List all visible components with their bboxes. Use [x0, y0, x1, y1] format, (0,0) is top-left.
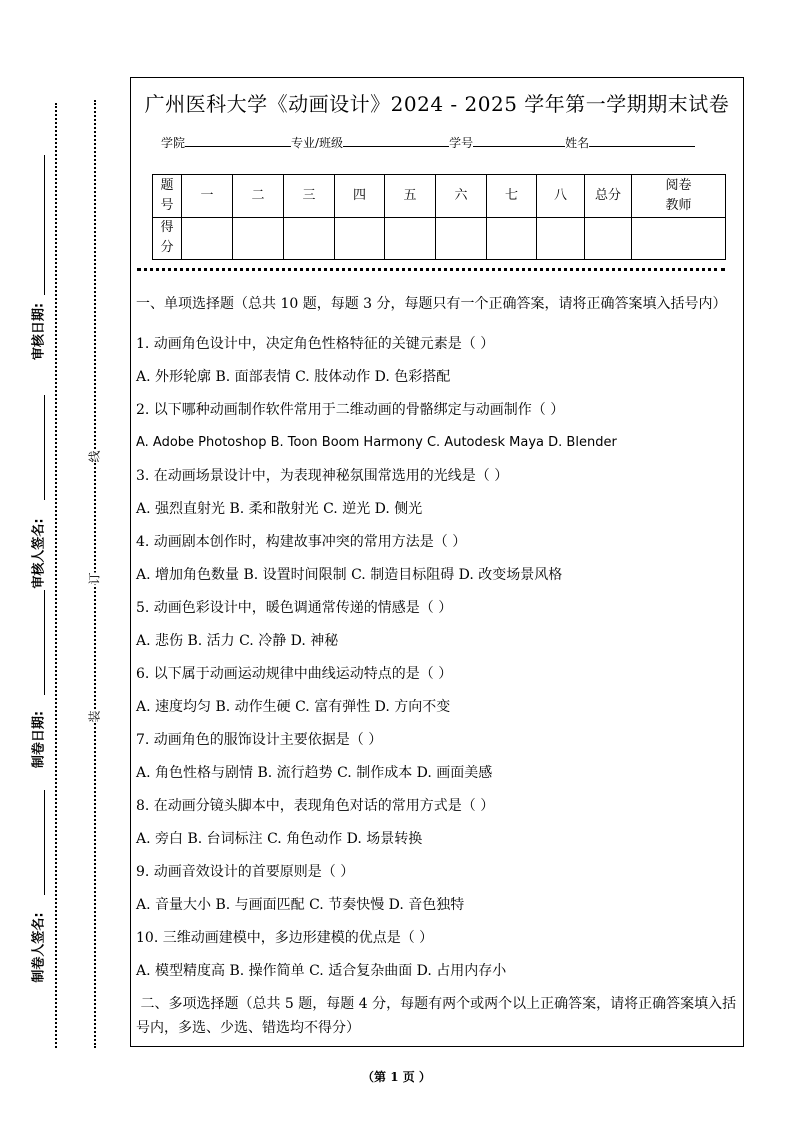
question-7: 7. 动画角色的服饰设计主要依据是（ ） — [136, 732, 383, 748]
score-table — [152, 174, 726, 260]
reviewer-signature-label: 审核人签名: — [31, 518, 47, 589]
row-label-question-no: 题号 — [153, 175, 182, 218]
col-header: 六 — [436, 175, 487, 218]
major-class-blank[interactable] — [343, 134, 449, 147]
score-cell[interactable] — [537, 217, 585, 260]
question-2: 2. 以下哪种动画制作软件常用于二维动画的骨骼绑定与动画制作（ ） — [136, 402, 565, 418]
exam-title: 广州医科大学《动画设计》2024 - 2025 学年第一学期期末试卷 — [144, 92, 730, 116]
paper-maker-signature-label: 制卷人签名: — [31, 912, 47, 983]
col-header: 二 — [233, 175, 284, 218]
paper-date-label: 制卷日期: — [31, 710, 47, 769]
signature-line-3 — [44, 590, 45, 695]
question-9: 9. 动画音效设计的首要原则是（ ） — [136, 864, 355, 880]
question-4: 4. 动画剧本创作时，构建故事冲突的常用方法是（ ） — [136, 534, 467, 550]
name-label: 姓名 — [565, 136, 590, 150]
score-cell[interactable] — [385, 217, 436, 260]
question-9-options: A. 音量大小 B. 与画面匹配 C. 节奏快慢 D. 音色独特 — [136, 897, 465, 913]
col-header-total: 总分 — [585, 175, 632, 218]
student-id-blank[interactable] — [473, 134, 565, 147]
question-3: 3. 在动画场景设计中，为表现神秘氛围常选用的光线是（ ） — [136, 468, 509, 484]
question-3-options: A. 强烈直射光 B. 柔和散射光 C. 逆光 D. 侧光 — [136, 501, 423, 517]
college-blank[interactable] — [185, 134, 291, 147]
left-dotted-line — [55, 103, 57, 1048]
student-info-row — [161, 134, 695, 151]
col-header-grader: 阅卷教师 — [632, 175, 726, 218]
question-7-options: A. 角色性格与剧情 B. 流行趋势 C. 制作成本 D. 画面美感 — [136, 765, 493, 781]
question-6: 6. 以下属于动画运动规律中曲线运动特点的是（ ） — [136, 666, 453, 682]
question-2-options: A. Adobe Photoshop B. Toon Boom Harmony C. Autodesk Maya D. Blender — [136, 435, 617, 450]
score-cell[interactable] — [335, 217, 385, 260]
question-5-options: A. 悲伤 B. 活力 C. 冷静 D. 神秘 — [136, 633, 339, 649]
score-cell[interactable] — [182, 217, 233, 260]
question-4-options: A. 增加角色数量 B. 设置时间限制 C. 制造目标阻碍 D. 改变场景风格 — [136, 567, 563, 583]
name-blank[interactable] — [589, 134, 695, 147]
question-5: 5. 动画色彩设计中，暖色调通常传递的情感是（ ） — [136, 600, 453, 616]
section2-heading: 二、多项选择题（总共 5 题，每题 4 分，每题有两个或两个以上正确答案，请将正确答案填入括号内，多选、少选、错选均不得分） — [136, 996, 737, 1036]
question-1: 1. 动画角色设计中，决定角色性格特征的关键元素是（ ） — [136, 336, 495, 352]
binding-char-xian: 线 — [87, 450, 102, 463]
college-label: 学院 — [161, 136, 186, 150]
row-label-score: 得分 — [153, 217, 182, 260]
col-header: 八 — [537, 175, 585, 218]
student-id-label: 学号 — [449, 136, 474, 150]
col-header: 七 — [487, 175, 537, 218]
col-header: 四 — [335, 175, 385, 218]
col-header: 五 — [385, 175, 436, 218]
exam-frame — [130, 77, 744, 1047]
binding-char-ding: 订 — [87, 572, 102, 585]
question-8-options: A. 旁白 B. 台词标注 C. 角色动作 D. 场景转换 — [136, 831, 423, 847]
score-cell[interactable] — [436, 217, 487, 260]
question-1-options: A. 外形轮廓 B. 面部表情 C. 肢体动作 D. 色彩搭配 — [136, 369, 451, 385]
signature-line-1 — [44, 155, 45, 295]
exam-content — [136, 292, 740, 1040]
question-8: 8. 在动画分镜头脚本中，表现角色对话的常用方式是（ ） — [136, 798, 495, 814]
score-cell[interactable] — [284, 217, 335, 260]
signature-line-4 — [44, 790, 45, 895]
dotted-separator — [137, 268, 725, 271]
score-cell-grader[interactable] — [632, 217, 726, 260]
question-10-options: A. 模型精度高 B. 操作简单 C. 适合复杂曲面 D. 占用内存小 — [136, 963, 507, 979]
binding-char-zhuang: 装 — [87, 710, 102, 723]
score-cell[interactable] — [233, 217, 284, 260]
major-class-label: 专业/班级 — [291, 136, 344, 150]
score-cell[interactable] — [487, 217, 537, 260]
question-10: 10. 三维动画建模中，多边形建模的优点是（ ） — [136, 930, 434, 946]
page-number: （第 1 页 ） — [362, 1070, 431, 1084]
col-header: 三 — [284, 175, 335, 218]
section1-heading: 一、单项选择题（总共 10 题，每题 3 分，每题只有一个正确答案，请将正确答案填入括号内） — [136, 296, 727, 312]
review-date-label: 审核日期: — [31, 302, 47, 361]
question-6-options: A. 速度均匀 B. 动作生硬 C. 富有弹性 D. 方向不变 — [136, 699, 451, 715]
signature-line-2 — [44, 395, 45, 500]
col-header: 一 — [182, 175, 233, 218]
score-cell-total[interactable] — [585, 217, 632, 260]
